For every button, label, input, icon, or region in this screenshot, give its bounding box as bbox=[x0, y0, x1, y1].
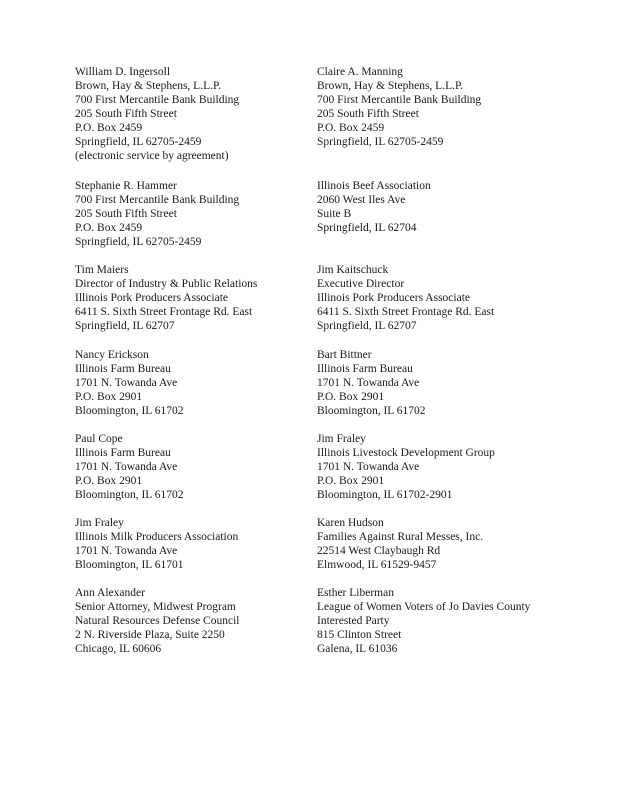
address-line: League of Women Voters of Jo Davies County bbox=[317, 601, 531, 613]
address-line: 1701 N. Towanda Ave bbox=[75, 461, 178, 473]
address-line: Bloomington, IL 61702 bbox=[317, 405, 426, 417]
address-line: 2060 West Iles Ave bbox=[317, 194, 406, 206]
address-line: 700 First Mercantile Bank Building bbox=[75, 94, 240, 106]
address-block bbox=[317, 263, 494, 333]
address-line: Illinois Pork Producers Associate bbox=[75, 292, 228, 304]
address-line: Illinois Farm Bureau bbox=[75, 363, 171, 375]
address-line: 2 N. Riverside Plaza, Suite 2250 bbox=[75, 629, 225, 641]
address-line: Bloomington, IL 61702 bbox=[75, 405, 184, 417]
address-block bbox=[75, 179, 239, 249]
address-block bbox=[317, 586, 530, 656]
address-line: (electronic service by agreement) bbox=[75, 150, 229, 162]
address-line: 205 South Fifth Street bbox=[317, 108, 419, 120]
address-line: Springfield, IL 62707 bbox=[75, 320, 175, 332]
address-line: 6411 S. Sixth Street Frontage Rd. East bbox=[317, 306, 495, 318]
address-line: Suite B bbox=[317, 208, 352, 220]
party-name: Bart Bittner bbox=[317, 349, 372, 361]
party-name: Tim Maiers bbox=[75, 264, 129, 276]
party-name: Jim Fraley bbox=[317, 433, 366, 445]
address-line: 1701 N. Towanda Ave bbox=[317, 461, 420, 473]
address-line: P.O. Box 2459 bbox=[75, 122, 143, 134]
party-name: Claire A. Manning bbox=[317, 66, 403, 78]
address-block bbox=[75, 65, 239, 163]
address-line: Illinois Farm Bureau bbox=[75, 447, 171, 459]
address-block bbox=[75, 263, 257, 333]
address-block bbox=[75, 586, 239, 656]
address-line: Bloomington, IL 61702-2901 bbox=[317, 489, 453, 501]
address-line: Springfield, IL 62705-2459 bbox=[317, 136, 444, 148]
party-name: Nancy Erickson bbox=[75, 349, 149, 361]
party-name: Paul Cope bbox=[75, 433, 123, 445]
party-name: Illinois Beef Association bbox=[317, 180, 431, 192]
address-line: Galena, IL 61036 bbox=[317, 643, 398, 655]
address-line: Brown, Hay & Stephens, L.L.P. bbox=[75, 80, 221, 92]
address-line: Illinois Farm Bureau bbox=[317, 363, 413, 375]
address-line: Elmwood, IL 61529-9457 bbox=[317, 559, 437, 571]
party-name: William D. Ingersoll bbox=[75, 66, 171, 78]
address-line: 205 South Fifth Street bbox=[75, 108, 177, 120]
party-name: Stephanie R. Hammer bbox=[75, 180, 177, 192]
address-line: P.O. Box 2459 bbox=[75, 222, 143, 234]
address-line: Springfield, IL 62707 bbox=[317, 320, 417, 332]
address-block bbox=[317, 348, 426, 418]
address-line: P.O. Box 2901 bbox=[317, 475, 385, 487]
address-line: Illinois Livestock Development Group bbox=[317, 447, 495, 459]
address-line: 22514 West Claybaugh Rd bbox=[317, 545, 441, 557]
address-line: Interested Party bbox=[317, 615, 390, 627]
address-line: 700 First Mercantile Bank Building bbox=[75, 194, 240, 206]
party-name: Jim Fraley bbox=[75, 517, 124, 529]
address-line: P.O. Box 2901 bbox=[75, 475, 143, 487]
address-block bbox=[317, 65, 481, 149]
address-line: 1701 N. Towanda Ave bbox=[75, 377, 178, 389]
address-block bbox=[317, 432, 495, 502]
party-name: Karen Hudson bbox=[317, 517, 384, 529]
address-line: Illinois Milk Producers Association bbox=[75, 531, 239, 543]
address-line: Springfield, IL 62704 bbox=[317, 222, 417, 234]
address-line: 1701 N. Towanda Ave bbox=[317, 377, 420, 389]
address-line: Bloomington, IL 61701 bbox=[75, 559, 184, 571]
address-line: Illinois Pork Producers Associate bbox=[317, 292, 470, 304]
address-line: 205 South Fifth Street bbox=[75, 208, 177, 220]
party-name: Esther Liberman bbox=[317, 587, 394, 599]
address-line: 815 Clinton Street bbox=[317, 629, 402, 641]
address-line: Springfield, IL 62705-2459 bbox=[75, 236, 202, 248]
address-block bbox=[75, 432, 184, 502]
address-line: P.O. Box 2901 bbox=[75, 391, 143, 403]
address-line: Bloomington, IL 61702 bbox=[75, 489, 184, 501]
address-block bbox=[75, 348, 184, 418]
address-line: 6411 S. Sixth Street Frontage Rd. East bbox=[75, 306, 253, 318]
address-line: Executive Director bbox=[317, 278, 405, 290]
address-line: P.O. Box 2901 bbox=[317, 391, 385, 403]
address-line: Chicago, IL 60606 bbox=[75, 643, 162, 655]
party-name: Jim Kaitschuck bbox=[317, 264, 389, 276]
address-block bbox=[317, 179, 431, 235]
address-line: Natural Resources Defense Council bbox=[75, 615, 240, 627]
address-line: Springfield, IL 62705-2459 bbox=[75, 136, 202, 148]
party-name: Ann Alexander bbox=[75, 587, 145, 599]
address-line: P.O. Box 2459 bbox=[317, 122, 385, 134]
address-line: Families Against Rural Messes, Inc. bbox=[317, 531, 484, 543]
address-line: Brown, Hay & Stephens, L.L.P. bbox=[317, 80, 463, 92]
address-line: Director of Industry & Public Relations bbox=[75, 278, 258, 290]
address-line: Senior Attorney, Midwest Program bbox=[75, 601, 236, 613]
address-block bbox=[317, 516, 483, 572]
address-block bbox=[75, 516, 238, 572]
address-line: 700 First Mercantile Bank Building bbox=[317, 94, 482, 106]
address-line: 1701 N. Towanda Ave bbox=[75, 545, 178, 557]
